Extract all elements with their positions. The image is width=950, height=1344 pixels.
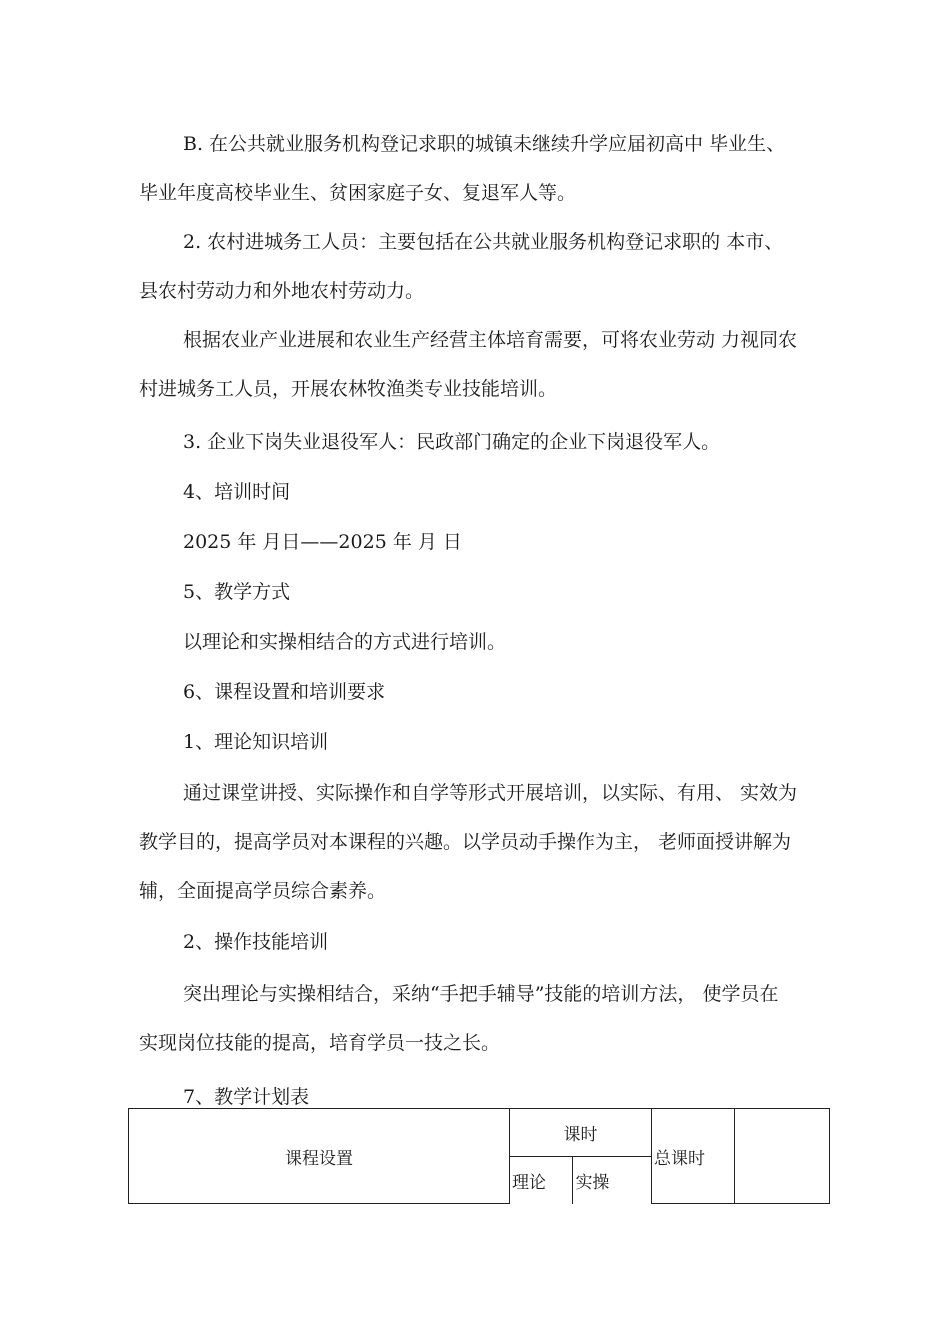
paragraph-line: 2. 农村进城务工人员：主要包括在公共就业服务机构登记求职的 本市、 — [183, 231, 784, 253]
paragraph-line: 县农村劳动力和外地农村劳动力。 — [139, 280, 425, 302]
section-heading: 6、课程设置和培训要求 — [183, 681, 386, 703]
section-heading: 7、教学计划表 — [183, 1086, 310, 1108]
paragraph-line: 村进城务工人员，开展农林牧渔类专业技能培训。 — [139, 378, 558, 400]
paragraph-line: B. 在公共就业服务机构登记求职的城镇未继续升学应届初高中 毕业生、 — [183, 133, 786, 155]
paragraph-line: 突出理论与实操相结合，采纳“手把手辅导”技能的培训方法， 使学员在 — [183, 983, 779, 1005]
practice-hours-header: 实操 — [573, 1156, 652, 1203]
section-heading: 5、教学方式 — [183, 581, 291, 603]
theory-hours-header: 理论 — [510, 1156, 573, 1203]
teaching-plan-table — [128, 1108, 830, 1204]
paragraph-line: 根据农业产业进展和农业生产经营主体培育需要，可将农业劳动 力视同农 — [183, 329, 798, 351]
paragraph-line: 以理论和实操相结合的方式进行培训。 — [183, 631, 507, 653]
subsection-heading: 2、操作技能培训 — [183, 931, 329, 953]
paragraph-line: 通过课堂讲授、实际操作和自学等形式开展培训，以实际、有用、 实效为 — [183, 782, 798, 804]
paragraph-line: 教学目的，提高学员对本课程的兴趣。以学员动手操作为主， 老师面授讲解为 — [139, 831, 792, 853]
blank-header-cell — [735, 1109, 830, 1204]
paragraph-line: 3. 企业下岗失业退役军人：民政部门确定的企业下岗退役军人。 — [183, 431, 721, 453]
subsection-heading: 1、理论知识培训 — [183, 731, 329, 753]
paragraph-line: 实现岗位技能的提高，培育学员一技之长。 — [139, 1032, 501, 1054]
total-hours-header: 总课时 — [652, 1109, 735, 1204]
section-heading: 4、培训时间 — [183, 481, 291, 503]
date-range-line: 2025 年 月日——2025 年 月 日 — [183, 531, 462, 553]
class-hours-header: 课时 — [510, 1109, 652, 1157]
paragraph-line: 辅，全面提高学员综合素养。 — [139, 880, 387, 902]
paragraph-line: 毕业年度高校毕业生、贫困家庭子女、复退军人等。 — [139, 182, 577, 204]
course-setting-header: 课程设置 — [129, 1109, 510, 1204]
